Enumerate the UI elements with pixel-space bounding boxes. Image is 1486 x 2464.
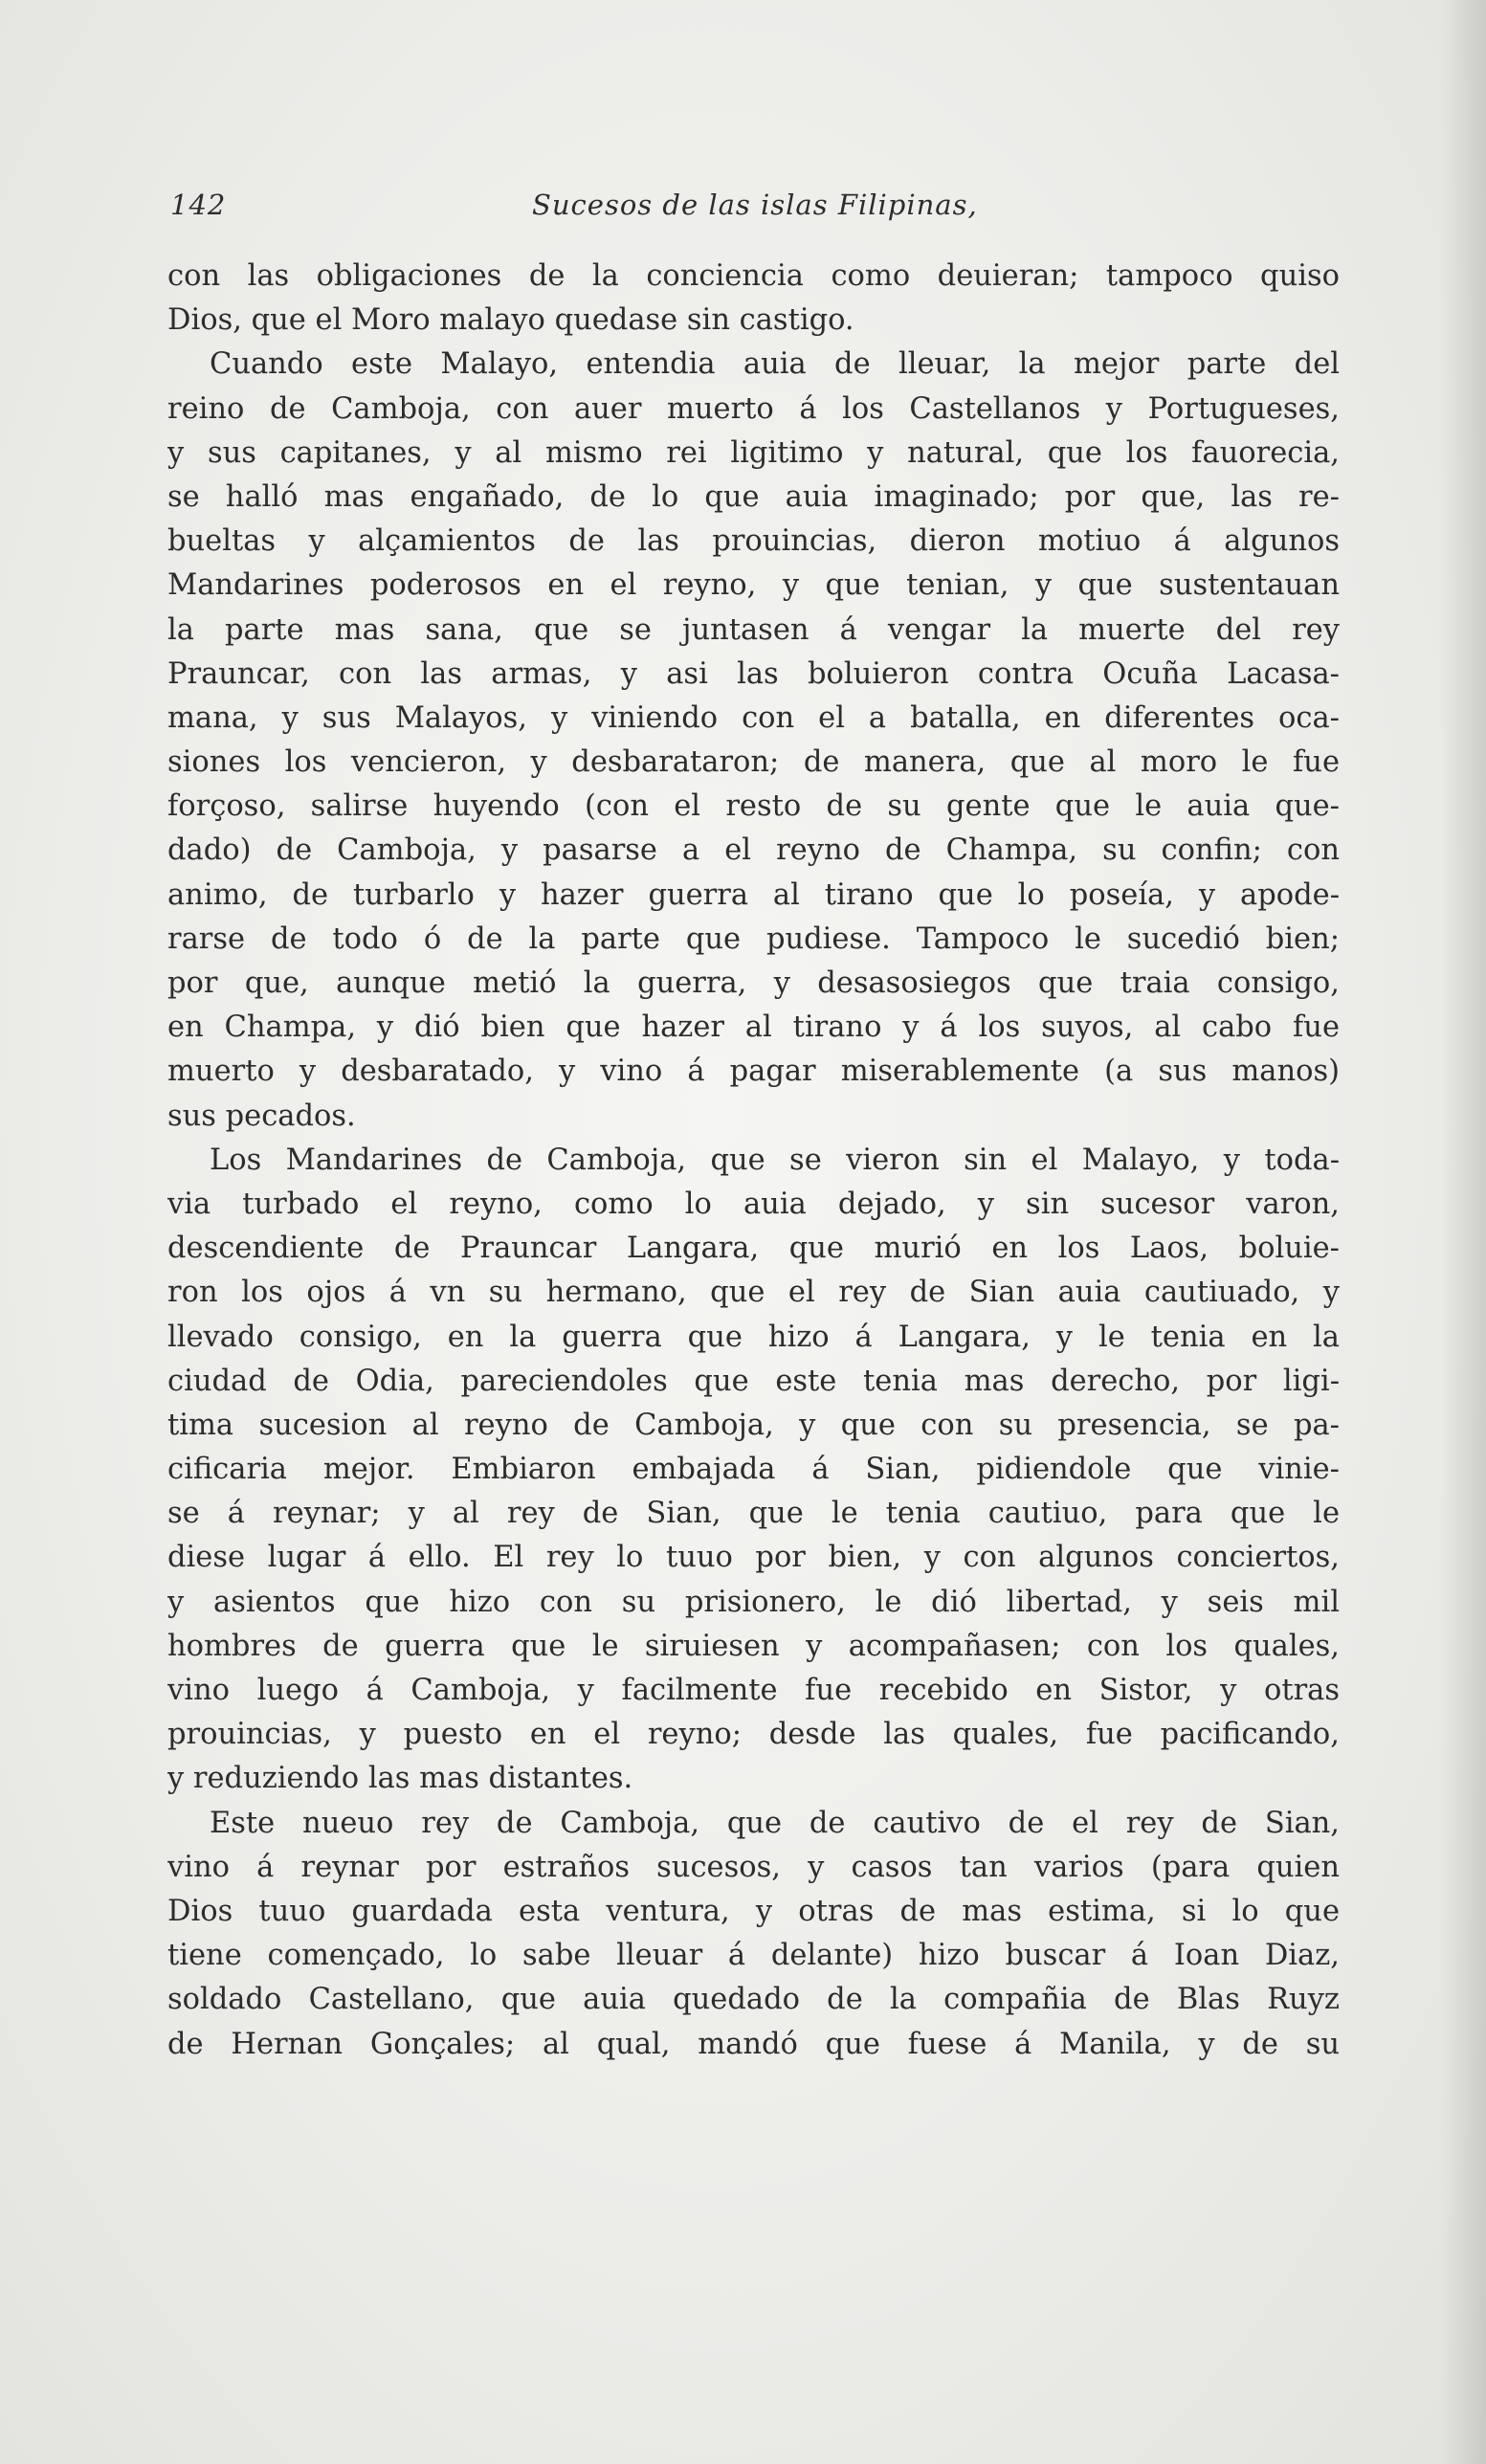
text-line: Este nueuo rey de Camboja, que de cautivo de el rey de Sian, xyxy=(210,1806,1340,1840)
text-line: y sus capitanes, y al mismo rei ligitimo y natural, que los fauorecia, xyxy=(167,435,1340,470)
text-line: sus pecados. xyxy=(167,1099,356,1133)
text-line: diese lugar á ello. El rey lo tuuo por bien, y con algunos conciertos, xyxy=(167,1541,1340,1575)
text-line: ciudad de Odia, pareciendoles que este tenia mas derecho, por ligi- xyxy=(167,1364,1340,1398)
page-header xyxy=(170,189,1347,234)
text-line: vino luego á Camboja, y facilmente fue recebido en Sistor, y otras xyxy=(167,1674,1340,1707)
text-line: en Champa, y dió bien que hazer al tirano y á los suyos, al cabo fue xyxy=(167,1010,1340,1045)
text-line: Mandarines poderosos en el reyno, y que tenian, y que sustentauan xyxy=(167,568,1340,603)
text-line: Prauncar, con las armas, y asi las boluieron contra Ocuña Lacasa- xyxy=(167,656,1340,691)
text-line: descendiente de Prauncar Langara, que murió en los Laos, boluie- xyxy=(167,1232,1340,1266)
text-line: via turbado el reyno, como lo auia dejado, y sin sucesor varon, xyxy=(167,1187,1340,1221)
text-line: se halló mas engañado, de lo que auia imaginado; por que, las re- xyxy=(167,479,1340,514)
text-line: animo, de turbarlo y hazer guerra al tirano que lo poseía, y apode- xyxy=(167,877,1340,912)
running-title: Sucesos de las islas Filipinas, xyxy=(532,189,978,221)
text-line: por que, aunque metió la guerra, y desasosiegos que traia consigo, xyxy=(167,966,1340,1000)
text-line: siones los vencieron, y desbarataron; de manera, que al moro le fue xyxy=(167,745,1340,780)
text-line: vino á reynar por estraños sucesos, y casos tan varios (para quien xyxy=(167,1850,1340,1884)
text-line: Los Mandarines de Camboja, que se vieron sin el Malayo, y toda- xyxy=(210,1143,1340,1177)
text-line: con las obligaciones de la conciencia como deuieran; tampoco quiso xyxy=(167,259,1340,293)
text-line: forçoso, salirse huyendo (con el resto de su gente que le auia que- xyxy=(167,789,1340,824)
text-line: tiene començado, lo sabe lleuar á delante) hizo buscar á Ioan Diaz, xyxy=(167,1939,1340,1973)
body-text xyxy=(167,255,1340,2067)
text-line: y reduziendo las mas distantes. xyxy=(167,1762,633,1796)
text-line: hombres de guerra que le siruiesen y acompañasen; con los quales, xyxy=(167,1629,1340,1663)
text-line: llevado consigo, en la guerra que hizo á Langara, y le tenia en la xyxy=(167,1320,1340,1354)
page-edge-shadow xyxy=(1440,0,1486,2464)
text-line: y asientos que hizo con su prisionero, le dió libertad, y seis mil xyxy=(167,1585,1340,1619)
page-number: 142 xyxy=(170,189,227,221)
text-line: soldado Castellano, que auia quedado de la compañia de Blas Ruyz xyxy=(167,1983,1340,2017)
text-line: prouincias, y puesto en el reyno; desde las quales, fue pacificando, xyxy=(167,1718,1340,1752)
text-line: reino de Camboja, con auer muerto á los Castellanos y Portugueses, xyxy=(167,391,1340,426)
text-line: tima sucesion al reyno de Camboja, y que con su presencia, se pa- xyxy=(167,1408,1340,1442)
text-line: Cuando este Malayo, entendia auia de lleuar, la mejor parte del xyxy=(210,347,1340,382)
text-line: mana, y sus Malayos, y viniendo con el a batalla, en diferentes oca- xyxy=(167,700,1340,735)
text-line: de Hernan Gonçales; al qual, mandó que fuese á Manila, y de su xyxy=(167,2027,1340,2061)
text-line: dado) de Camboja, y pasarse a el reyno de Champa, su confin; con xyxy=(167,833,1340,868)
text-line: la parte mas sana, que se juntasen á vengar la muerte del rey xyxy=(167,612,1340,647)
text-line: se á reynar; y al rey de Sian, que le tenia cautiuo, para que le xyxy=(167,1497,1340,1531)
text-line: Dios, que el Moro malayo quedase sin castigo. xyxy=(167,303,854,338)
text-line: ron los ojos á vn su hermano, que el rey de Sian auia cautiuado, y xyxy=(167,1276,1340,1310)
text-line: cificaria mejor. Embiaron embajada á Sian, pidiendole que vinie- xyxy=(167,1453,1340,1487)
text-line: rarse de todo ó de la parte que pudiese. Tampoco le sucedió bien; xyxy=(167,921,1340,956)
text-line: bueltas y alçamientos de las prouincias, dieron motiuo á algunos xyxy=(167,524,1340,559)
text-line: Dios tuuo guardada esta ventura, y otras de mas estima, si lo que xyxy=(167,1894,1340,1928)
text-line: muerto y desbaratado, y vino á pagar miserablemente (a sus manos) xyxy=(167,1054,1340,1089)
